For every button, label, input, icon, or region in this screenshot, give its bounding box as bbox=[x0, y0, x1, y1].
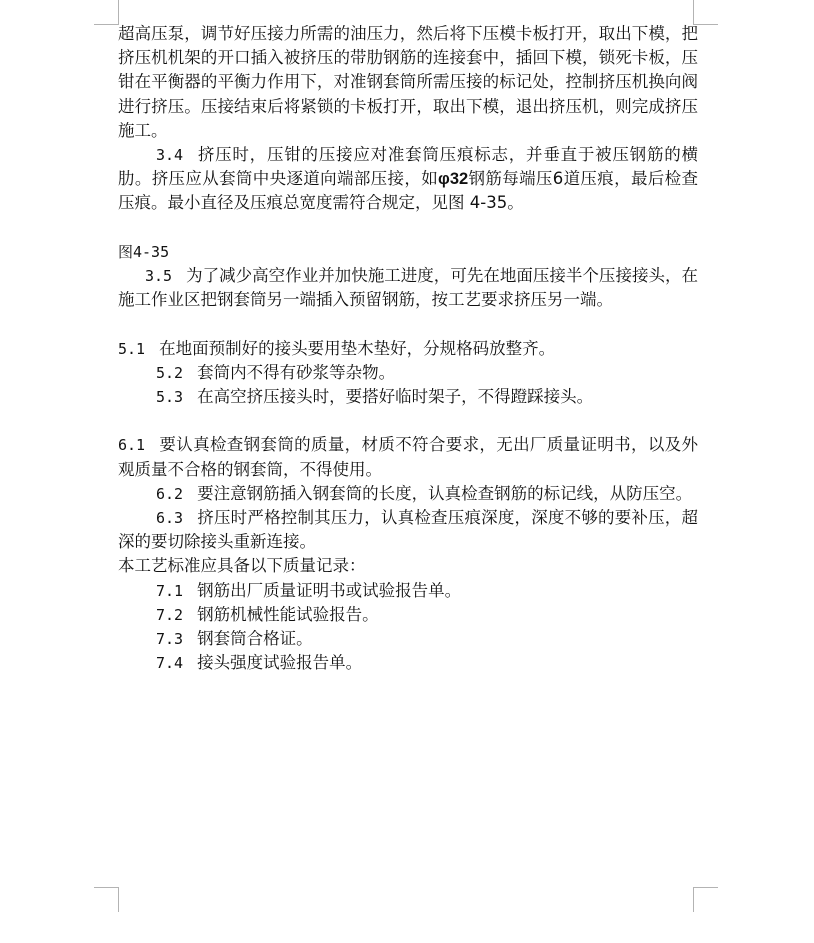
record-item bbox=[118, 627, 698, 651]
paragraph-text: 要认真检查钢套筒的质量，材质不符合要求，无出厂质量证明书，以及外观质量不合格的钢套筒，不得使用。 bbox=[118, 435, 698, 479]
record-text: 接头强度试验报告单。 bbox=[197, 653, 363, 673]
paragraph-text: 钢筋每端压6道压痕，最后检查压痕。最小直径及压痕总宽度需符合规定，见图 4-35。 bbox=[118, 169, 698, 213]
paragraph-5-3 bbox=[118, 385, 698, 409]
paragraph-intro: 超高压泵，调节好压接力所需的油压力，然后将下压模卡板打开，取出下模，把挤压机机架的开口插入被挤压的带肋钢筋的连接套中，插回下模，锁死卡板，压钳在平衡器的平衡力作用下，对准钢套筒所需压接的标记处，控制挤压机换向阀进行挤压。压接结束后将紧锁的卡板打开，取出下模，退出挤压机，则完成挤压施工。 bbox=[118, 24, 698, 140]
blank-line bbox=[118, 216, 698, 240]
paragraph-5-1 bbox=[118, 337, 698, 361]
blank-line bbox=[118, 409, 698, 433]
paragraph-text: 在地面预制好的接头要用垫木垫好，分规格码放整齐。 bbox=[159, 338, 556, 358]
page-corner-mark-bottom-left bbox=[94, 887, 119, 912]
phi-symbol-text: φ32 bbox=[438, 170, 469, 189]
section-number: 5.2 bbox=[156, 363, 184, 382]
section-number: 3.4 bbox=[156, 146, 184, 165]
page-corner-mark-top-left bbox=[94, 0, 119, 25]
blank-line bbox=[118, 312, 698, 336]
section-number: 6.2 bbox=[156, 484, 184, 503]
record-item bbox=[118, 579, 698, 603]
records-intro: 本工艺标准应具备以下质量记录： bbox=[118, 556, 366, 576]
section-number: 3.5 bbox=[145, 267, 173, 286]
section-number: 7.4 bbox=[156, 654, 184, 673]
section-number: 6.1 bbox=[118, 436, 146, 455]
record-item bbox=[118, 603, 698, 627]
paragraph-text: 要注意钢筋插入钢套筒的长度，认真检查钢筋的标记线，从防压空。 bbox=[197, 483, 693, 503]
paragraph-6-3 bbox=[118, 506, 698, 554]
record-item bbox=[118, 651, 698, 675]
section-number: 5.1 bbox=[118, 339, 146, 358]
section-number: 7.3 bbox=[156, 630, 184, 649]
paragraph-text: 挤压时，压钳的压接应对准套筒压痕标志，并垂直于被压钢筋的横肋。挤压应从套筒中央逐道向端部压接，如 bbox=[118, 145, 698, 189]
paragraph-text: 在高空挤压接头时，要搭好临时架子，不得蹬踩接头。 bbox=[197, 387, 594, 407]
paragraph-3-5 bbox=[118, 264, 698, 312]
page-corner-mark-bottom-right bbox=[693, 887, 718, 912]
section-number: 5.3 bbox=[156, 388, 184, 407]
paragraph-6-2 bbox=[118, 482, 698, 506]
paragraph-6-1 bbox=[118, 433, 698, 481]
paragraph-5-2 bbox=[118, 361, 698, 385]
section-number: 6.3 bbox=[156, 509, 184, 528]
record-text: 钢筋机械性能试验报告。 bbox=[197, 604, 379, 624]
paragraph-text: 为了减少高空作业并加快施工进度，可先在地面压接半个压接接头，在施工作业区把钢套筒另一端插入预留钢筋，按工艺要求挤压另一端。 bbox=[118, 266, 698, 310]
record-text: 钢套筒合格证。 bbox=[197, 629, 313, 649]
paragraph-text: 套筒内不得有砂浆等杂物。 bbox=[197, 362, 396, 382]
section-number: 7.1 bbox=[156, 581, 184, 600]
document-body[interactable] bbox=[118, 22, 698, 675]
section-number: 7.2 bbox=[156, 605, 184, 624]
paragraph-3-4 bbox=[118, 143, 698, 216]
record-text: 钢筋出厂质量证明书或试验报告单。 bbox=[197, 580, 462, 600]
paragraph-text: 挤压时严格控制其压力，认真检查压痕深度，深度不够的要补压，超深的要切除接头重新连接。 bbox=[118, 508, 698, 552]
figure-label: 图4-35 bbox=[118, 242, 170, 261]
